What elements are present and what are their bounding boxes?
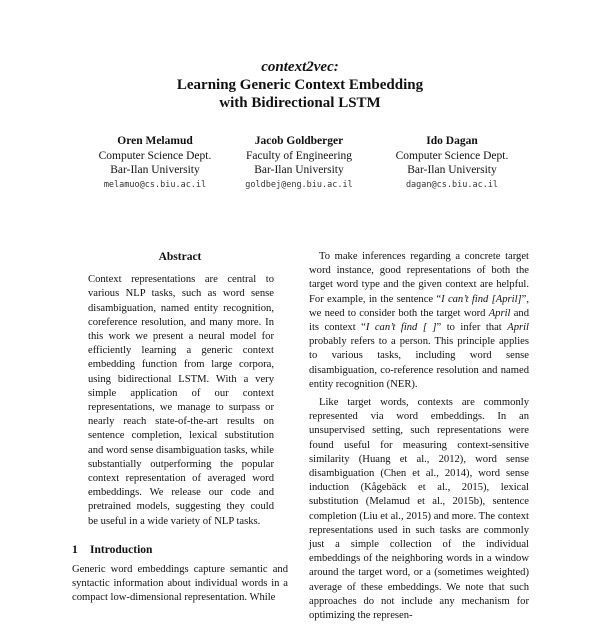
author-3 <box>367 134 537 192</box>
section-title: Introduction <box>90 543 153 556</box>
author-name: Oren Melamud <box>117 135 193 147</box>
text-run: probably refers to a person. This principle applies to various tasks, including word sense disambiguation, co-reference resolution and named entity recognition (NER). <box>309 336 529 390</box>
example-sentence: I can’t find [April] <box>441 293 522 305</box>
author-institution: Bar-Ilan University <box>407 164 497 176</box>
intro-paragraph: Generic word embeddings capture semantic and syntactic information about individual words in a compact low-dimensional representation. While <box>72 564 288 604</box>
text-run: To make inferences regarding a concrete target word instance, good representations of both the target word type and the given context are helpful. For example, in the sentence “ <box>309 251 529 305</box>
author-email: dagan@cs.biu.ac.il <box>405 179 499 190</box>
author-institution: Bar-Ilan University <box>110 164 200 176</box>
right-paragraph-1 <box>309 250 529 392</box>
section-number: 1 <box>72 543 78 556</box>
title-line-3: with Bidirectional LSTM <box>219 95 381 111</box>
author-email: goldbej@eng.biu.ac.il <box>245 179 353 190</box>
title-line-2: Learning Generic Context Embedding <box>176 77 424 93</box>
example-context: I can’t find [ ] <box>365 322 437 334</box>
paper-title <box>0 58 600 112</box>
target-word: April <box>488 307 511 319</box>
author-affiliation: Computer Science Dept. <box>395 149 509 162</box>
title-line-1: context2vec: <box>261 59 339 75</box>
text-run: ” to infer that <box>436 322 508 334</box>
abstract-heading: Abstract <box>158 251 202 263</box>
author-affiliation: Computer Science Dept. <box>98 149 212 162</box>
target-word: April <box>507 322 529 334</box>
abstract-text: Context representations are central to various NLP tasks, such as word sense disambiguation, named entity recognition, coreference resolution, and many more. In this work we present a neural model for efficiently learning a generic context embedding function from large corpora, using bidirectional LSTM. With a very simple application of our context representations, we manage to surpass or nearly reach state-of-the-art results on sentence completion, lexical substitution and word sense disambiguation tasks, while substantially outperforming the popular context representation of averaged word embeddings. We release our code and pretrained models, suggesting they could be useful in a wide variety of NLP tasks. <box>88 274 274 527</box>
intro-heading <box>72 543 288 557</box>
right-column <box>309 250 529 627</box>
author-email: melamuo@cs.biu.ac.il <box>103 179 207 190</box>
text-run: and its context “ <box>309 307 529 334</box>
right-paragraph-2: Like target words, contexts are commonly represented via word embeddings. In an unsupervised setting, such representations were found useful for measuring context-sensitive similarity (Huang et al., 2012), word sense disambiguation (Chen et al., 2014), word sense induction (Kågebäck et al., 2015), lexical substitution (Melamud et al., 2015b), sentence completion (Liu et al., 2015) and more. The context representations used in such tasks are commonly just a simple collection of the individual embeddings of the neighboring words in a window around the target word, or a (sometimes weighted) average of these embeddings. We note that such approaches do not include any mechanism for optimizing the represen- <box>309 397 529 622</box>
left-column <box>72 250 288 606</box>
author-name: Ido Dagan <box>426 135 478 147</box>
author-affiliation: Faculty of Engineering <box>245 149 353 162</box>
author-institution: Bar-Ilan University <box>254 164 344 176</box>
text-run: ”, we need to consider both the target word <box>309 293 529 319</box>
author-2 <box>214 134 384 192</box>
author-name: Jacob Goldberger <box>254 135 344 147</box>
